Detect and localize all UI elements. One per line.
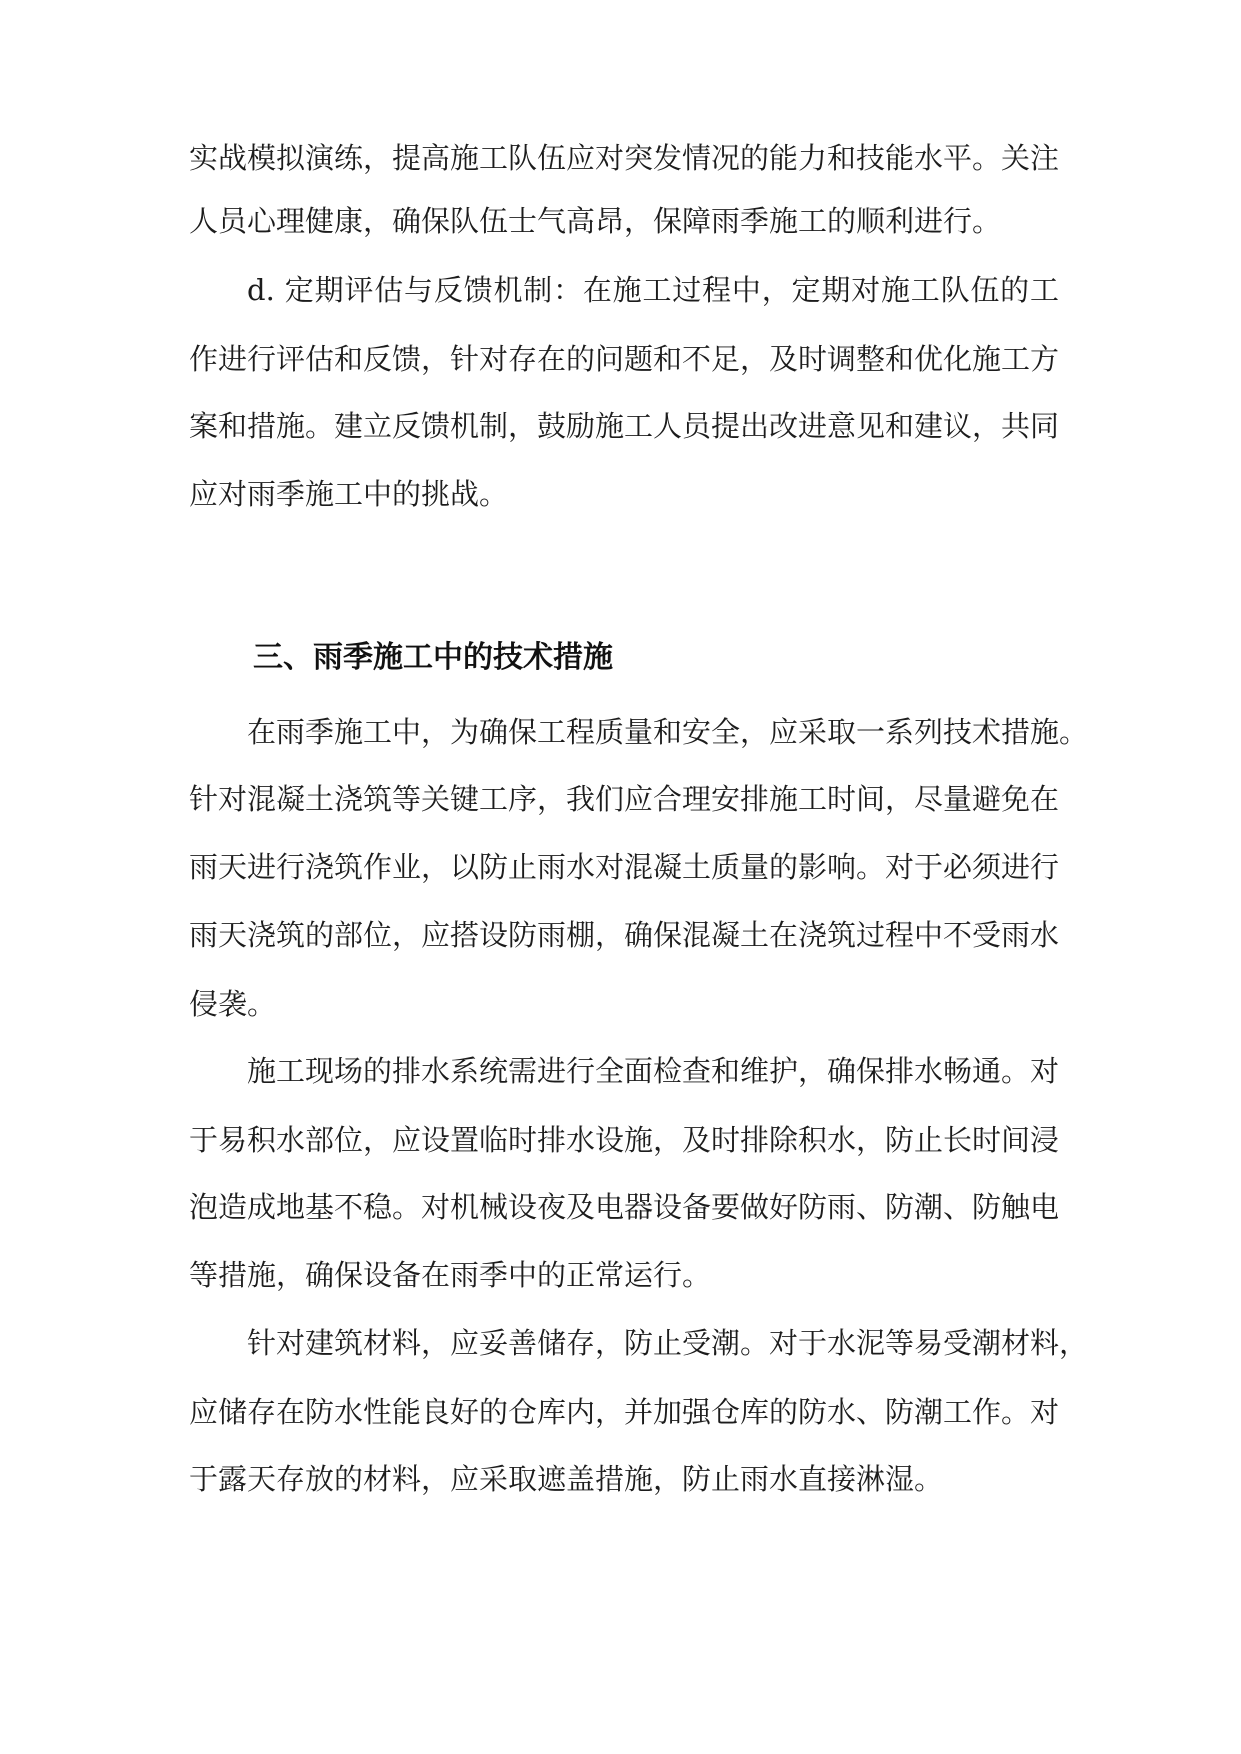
paragraph-line: 侵袭。 xyxy=(189,987,277,1021)
paragraph-line: d. 定期评估与反馈机制：在施工过程中，定期对施工队伍的工 xyxy=(247,273,1059,307)
paragraph-line: 应储存在防水性能良好的仓库内，并加强仓库的防水、防潮工作。对 xyxy=(189,1395,1060,1429)
paragraph-line: 泡造成地基不稳。对机械设夜及电器设备要做好防雨、防潮、防触电 xyxy=(189,1190,1060,1224)
section-heading: 三、雨季施工中的技术措施 xyxy=(253,640,613,675)
paragraph-line: 作进行评估和反馈，针对存在的问题和不足，及时调整和优化施工方 xyxy=(189,342,1060,376)
paragraph-line: 案和措施。建立反馈机制，鼓励施工人员提出改进意见和建议，共同 xyxy=(189,409,1060,443)
paragraph-line: 等措施，确保设备在雨季中的正常运行。 xyxy=(189,1258,712,1292)
paragraph-line: 于露天存放的材料，应采取遮盖措施，防止雨水直接淋湿。 xyxy=(189,1462,944,1496)
paragraph-line: 针对混凝土浇筑等关键工序，我们应合理安排施工时间，尽量避免在 xyxy=(189,782,1060,816)
paragraph-line: 雨天进行浇筑作业，以防止雨水对混凝土质量的影响。对于必须进行 xyxy=(189,850,1060,884)
paragraph-line: 雨天浇筑的部位，应搭设防雨棚，确保混凝土在浇筑过程中不受雨水 xyxy=(189,918,1060,952)
paragraph-line: 针对建筑材料，应妥善储存，防止受潮。对于水泥等易受潮材料， xyxy=(247,1326,1089,1360)
paragraph-line: 人员心理健康，确保队伍士气高昂，保障雨季施工的顺利进行。 xyxy=(189,204,1002,238)
paragraph-line: 实战模拟演练，提高施工队伍应对突发情况的能力和技能水平。关注 xyxy=(189,141,1060,175)
paragraph-line: 在雨季施工中，为确保工程质量和安全，应采取一系列技术措施。 xyxy=(247,715,1089,749)
paragraph-line: 于易积水部位，应设置临时排水设施，及时排除积水，防止长时间浸 xyxy=(189,1123,1060,1157)
paragraph-line: 应对雨季施工中的挑战。 xyxy=(189,477,509,511)
paragraph-line: 施工现场的排水系统需进行全面检查和维护，确保排水畅通。对 xyxy=(247,1054,1060,1088)
